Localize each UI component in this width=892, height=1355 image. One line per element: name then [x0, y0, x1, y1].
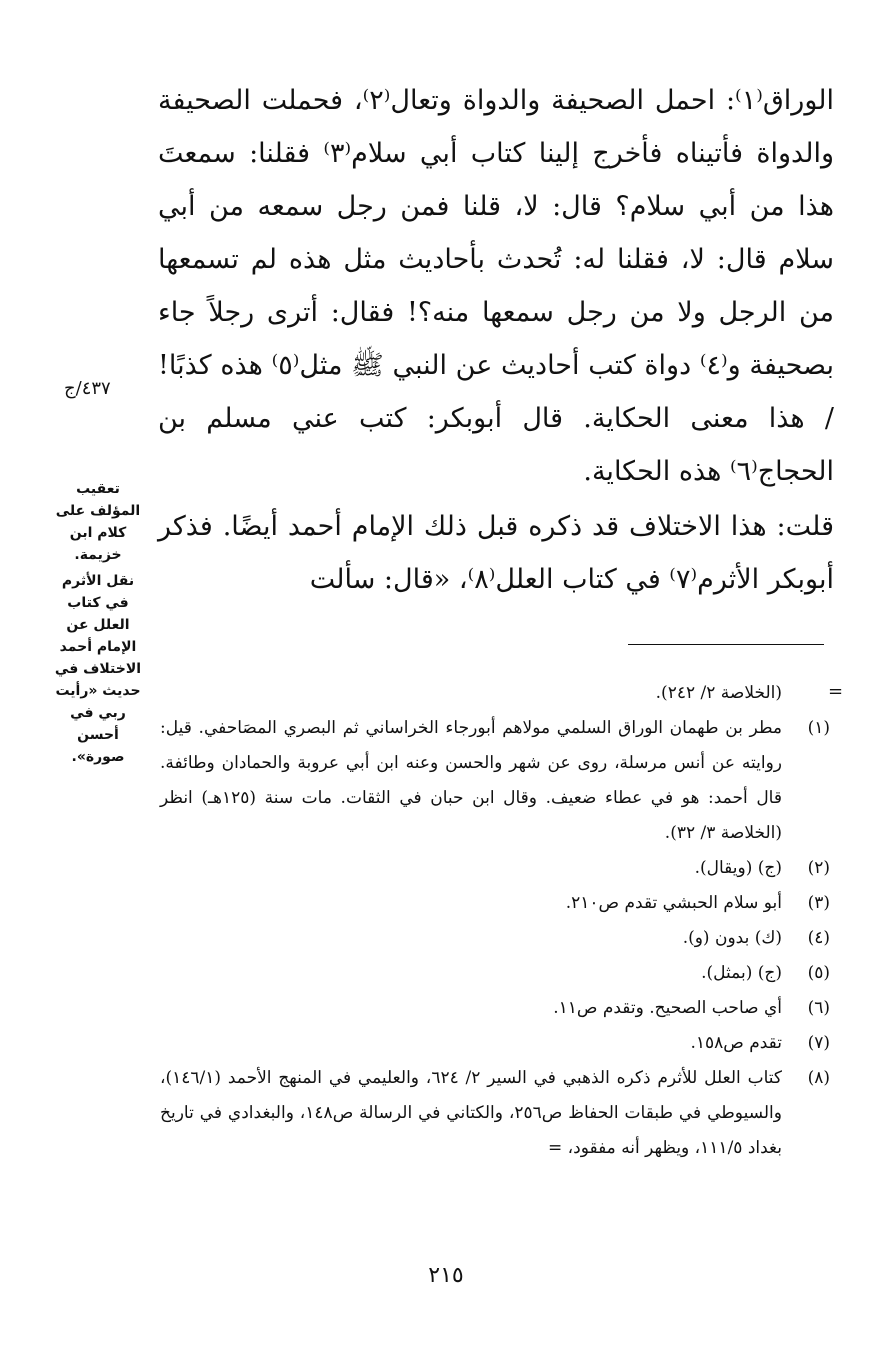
footnote-item [160, 1061, 830, 1166]
footnote-item [160, 851, 830, 886]
footnote-number: (٥) [807, 963, 830, 983]
footnote-item [160, 956, 830, 991]
footnote-number: (٣) [807, 893, 830, 913]
footnote-number: (٧) [807, 1033, 830, 1053]
footnote-lead: (الخلاصة ٢/ ٢٤٢). [655, 683, 782, 703]
margin-notes [50, 478, 146, 772]
footnote-continuation-mark: = [828, 681, 844, 702]
page-number: ٢١٥ [428, 1263, 464, 1288]
margin-note: تعقيب المؤلف على كلام ابن خزيمة. [55, 481, 141, 563]
footnote-item [160, 921, 830, 956]
footnotes [160, 676, 830, 1166]
footnote-number: (٤) [807, 928, 830, 948]
footnote-number: (٢) [807, 858, 830, 878]
footnote-text: (ك) بدون (و). [682, 928, 782, 948]
footnote-text: أي صاحب الصحيح. وتقدم ص١١. [553, 998, 782, 1018]
footnote-number: (١) [807, 718, 830, 738]
folio-reference: ٤٣٧/ج [64, 378, 111, 399]
main-paragraph-2: قلت: هذا الاختلاف قد ذكره قبل ذلك الإمام أحمد أيضًا. فذكر أبوبكر الأثرم⁽٧⁾ في كتاب العلل⁽٨⁾، «قال: سألت [158, 511, 834, 595]
footnote-text: تقدم ص١٥٨. [690, 1033, 782, 1053]
main-paragraph-1: الوراق⁽١⁾: احمل الصحيفة والدواة وتعال⁽٢⁾، فحملت الصحيفة والدواة فأتيناه فأخرج إلينا كتاب أبي سلام⁽٣⁾ فقلنا: سمعتَ هذا من أبي سلام؟ قال: لا، قلنا فمن رجل سمعه من أبي سلام قال: لا، فقلنا له: تُحدث بأحاديث مثل هذه لم تسمعها من الرجل ولا من رجل سمعها منه؟! فقال: أترى رجلاً جاء بصحيفة و⁽٤⁾ دواة كتب أحاديث عن النبي ﷺ مثل⁽٥⁾ هذه كذبًا! / هذا معنى الحكاية. قال أبوبكر: كتب عني مسلم بن الحجاج⁽٦⁾ هذه الحكاية. [158, 85, 834, 487]
margin-note: نقل الأثرم في كتاب العلل عن الإمام أحمد الاختلاف في حديث «رأيت ربي في أحسن صورة». [54, 573, 142, 765]
footnote-text: مطر بن طهمان الوراق السلمي مولاهم أبورجاء الخراساني ثم البصري المصَاحفي. قيل: روايته عن أنس مرسلة، روى عن شهر والحسن وعنه ابن أبي عروبة والحمادان وطائفة. قال أحمد: هو في عطاء ضعيف. وقال ابن حبان في الثقات. مات سنة (١٢٥هـ) انظر (الخلاصة ٣/ ٣٢). [160, 718, 782, 843]
main-text-block [158, 74, 834, 606]
footnote-text: (ج) (ويقال). [694, 858, 782, 878]
footnote-item [160, 1026, 830, 1061]
footnote-item [160, 711, 830, 851]
footnote-separator [628, 644, 824, 645]
footnote-number: (٨) [807, 1068, 830, 1088]
footnote-number: (٦) [807, 998, 830, 1018]
footnote-text: أبو سلام الحبشي تقدم ص٢١٠. [565, 893, 782, 913]
footnote-text: (ج) (بمثل). [701, 963, 782, 983]
footnote-text: كتاب العلل للأثرم ذكره الذهبي في السير ٢/ ٦٢٤، والعليمي في المنهج الأحمد (١٤٦/١)، والسيوطي في طبقات الحفاظ ص٢٥٦، والكتاني في الرسالة ص١٤٨، والبغدادي في تاريخ بغداد ١١١/٥، ويظهر أنه مفقود، = [160, 1068, 782, 1158]
footnote-item [160, 991, 830, 1026]
footnote-item [160, 886, 830, 921]
